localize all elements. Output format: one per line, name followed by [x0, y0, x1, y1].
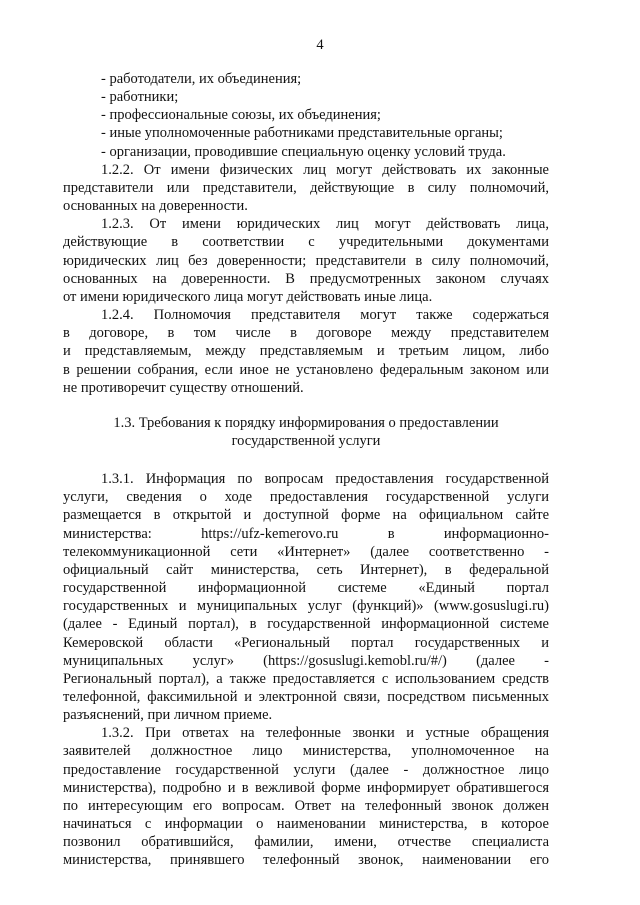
paragraph-line: по интересующим его вопросам. Ответ на телефонный звонок должен: [63, 797, 549, 814]
paragraph-line: 1.2.3. От имени юридических лиц могут действовать лица,: [101, 216, 549, 233]
paragraph-line: размещается в открытой и доступной форме на официальном сайте: [63, 507, 549, 524]
paragraph-line: министерства: https://ufz-kemerovo.ru в информационно-: [63, 525, 549, 542]
list-item: - работодатели, их объединения;: [101, 71, 302, 87]
list-item: - работники;: [101, 89, 179, 106]
paragraph-line: 1.3.1. Информация по вопросам предоставления государственной: [101, 471, 549, 488]
list-item: - организации, проводившие специальную оценку условий труда.: [101, 143, 506, 160]
heading-line: 1.3. Требования к порядку информирования о предоставлении: [113, 414, 499, 431]
paragraph-line: государственной информационной системе «Единый портал: [63, 580, 549, 597]
paragraph-1-2-2: [63, 161, 549, 215]
paragraph-line: Кемеровской области «Региональный портал государственных и: [63, 634, 549, 651]
paragraph-line: Региональный портал), а также предоставляется с использованием средств: [63, 670, 549, 687]
paragraph-line: официальный сайт министерства, сеть Интернет), в федеральной: [63, 561, 549, 578]
paragraph-line: разъяснений, при личном приеме.: [63, 707, 273, 724]
document-body: [63, 70, 549, 870]
paragraph-line: действующие в соответствии с учредительными документами: [63, 234, 549, 251]
paragraph-line: основанных на доверенности. В предусмотренных законом случаях: [63, 270, 549, 287]
paragraph-line: услуги, сведения о ходе предоставления государственной услуги: [63, 489, 549, 506]
list-item: - иные уполномоченные работниками представительные органы;: [101, 125, 503, 142]
paragraph-line: 1.3.2. При ответах на телефонные звонки и устные обращения: [101, 725, 549, 742]
paragraph-line: 1.2.2. От имени физических лиц могут действовать их законные: [101, 161, 549, 178]
paragraph-line: позвонил обратившийся, фамилии, имени, отчестве специалиста: [63, 834, 549, 851]
heading-line: государственной услуги: [231, 432, 381, 449]
paragraph-line: министерства), подробно и в вежливой форме информирует обратившегося: [63, 779, 549, 796]
paragraph-line: представители или представители, действующие в силу полномочий,: [63, 179, 549, 196]
paragraph-1-2-3: [63, 215, 549, 306]
paragraph-line: предоставление государственной услуги (далее - должностное лицо: [63, 761, 549, 778]
paragraph-line: телефонной, факсимильной и электронной связи, посредством письменных: [63, 689, 549, 705]
paragraph-1-2-4: [63, 306, 549, 397]
representatives-list: [63, 70, 549, 161]
paragraph-line: в решении собрания, если иное не установлено федеральным законом или: [63, 361, 549, 378]
page-number: 4: [316, 37, 324, 53]
paragraph-line: (далее - Единый портал), в государственной информационной системе: [63, 616, 549, 633]
paragraph-line: и представляемым, между представляемым и третьим лицом, либо: [63, 343, 549, 360]
paragraph-line: в договоре, в том числе в договоре между представителем: [63, 325, 549, 342]
section-heading-1-3: [63, 414, 549, 450]
paragraph-line: 1.2.4. Полномочия представителя могут также содержаться: [101, 307, 549, 324]
paragraph-line: государственных и муниципальных услуг (функций)» (www.gosuslugi.ru): [63, 598, 549, 615]
paragraph-line: не противоречит существу отношений.: [63, 379, 304, 396]
paragraph-line: основанных на доверенности.: [63, 198, 248, 215]
list-item: - профессиональные союзы, их объединения;: [101, 107, 381, 124]
paragraph-line: от имени юридического лица могут действовать иные лица.: [63, 288, 433, 305]
paragraph-line: заявителей должностное лицо министерства, уполномоченное на: [63, 743, 549, 760]
paragraph-1-3-2: [63, 724, 549, 869]
paragraph-1-3-1: [63, 470, 549, 724]
paragraph-line: юридических лиц без доверенности; представители в силу полномочий,: [63, 252, 549, 269]
paragraph-line: начинаться с информации о наименовании министерства, в которое: [63, 816, 549, 833]
paragraph-line: муниципальных услуг» (https://gosuslugi.kemobl.ru/#/) (далее -: [63, 652, 549, 669]
paragraph-line: телекоммуникационной сети «Интернет» (далее соответственно -: [63, 543, 549, 560]
paragraph-line: министерства, принявшего телефонный звонок, наименовании его: [63, 852, 549, 869]
